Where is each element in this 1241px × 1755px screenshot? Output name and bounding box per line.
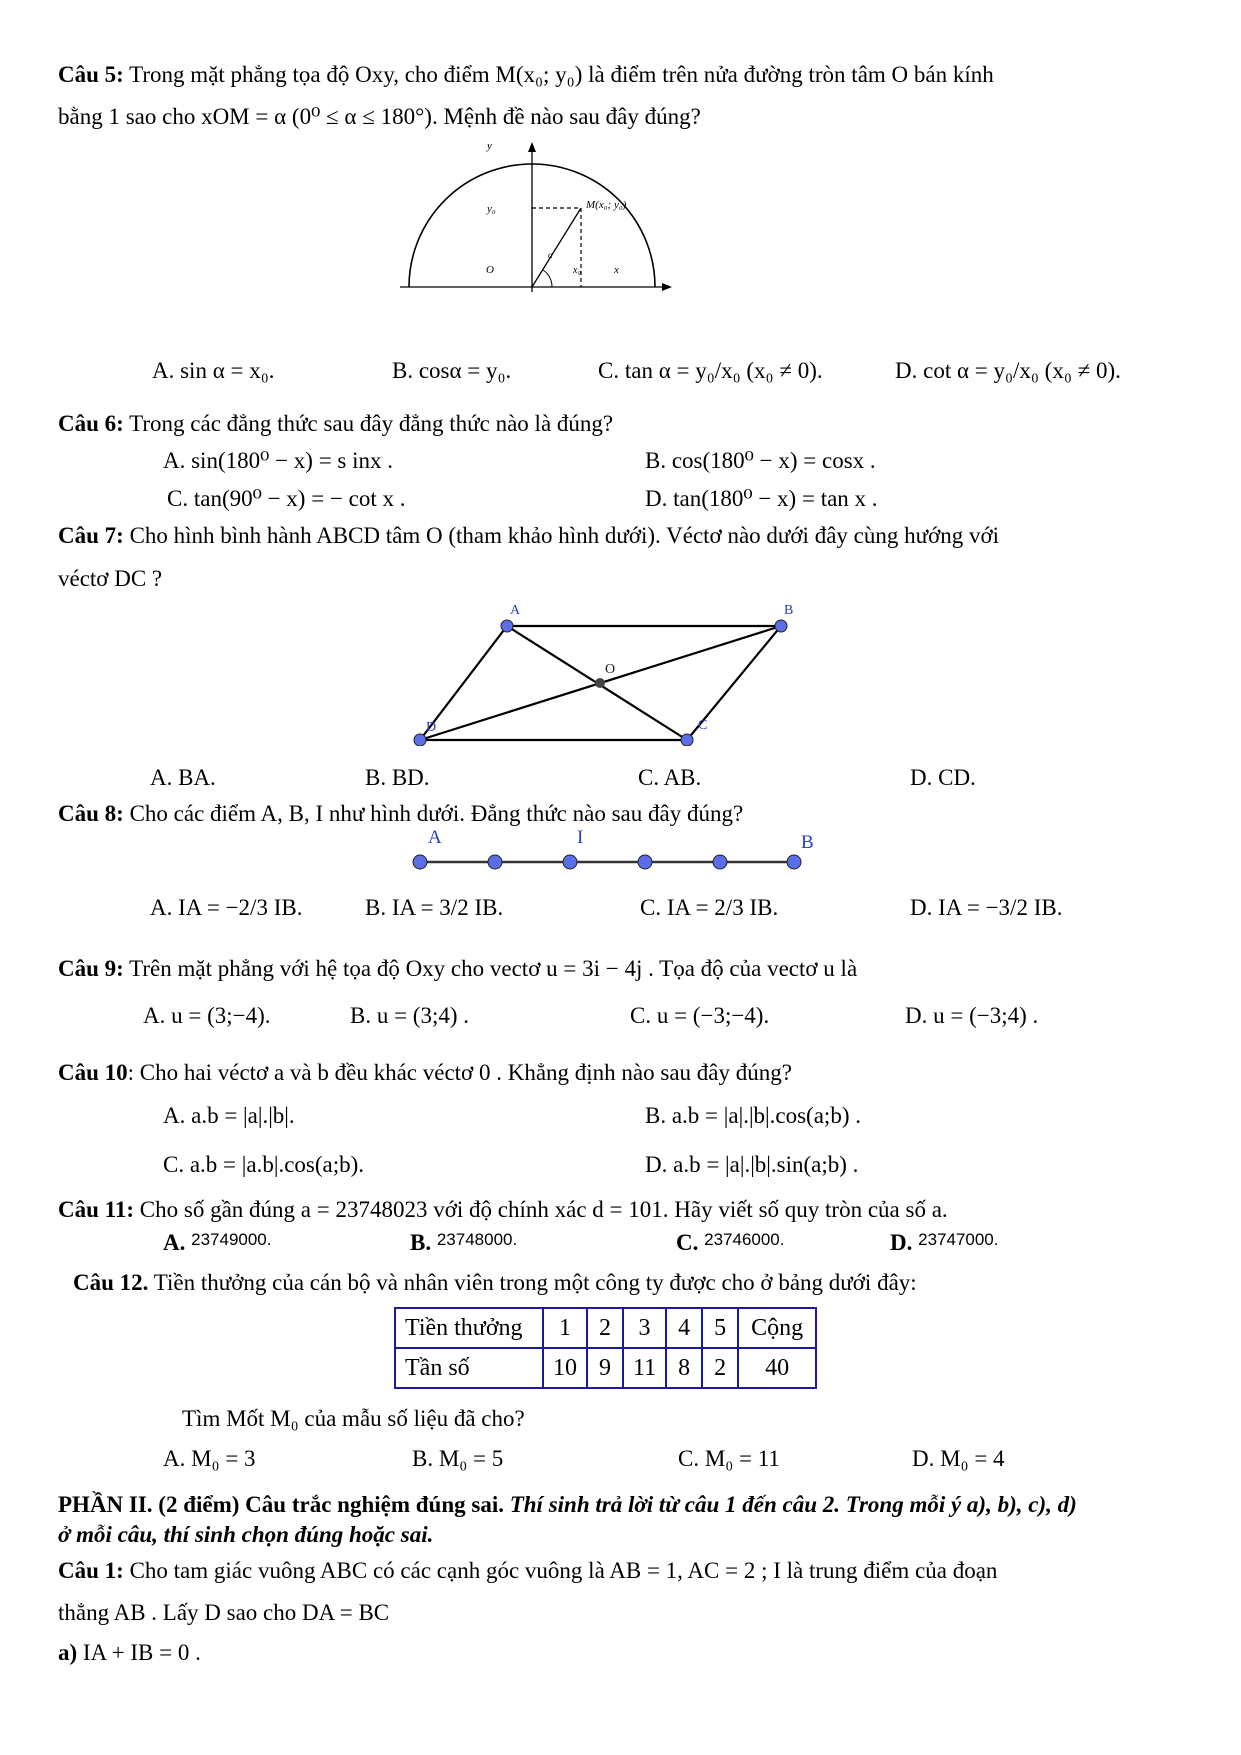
q5-text1: Trong mặt phẳng tọa độ Oxy, cho điểm M(x₀; y₀) là điểm trên nửa đường tròn tâm O bán kính: [129, 62, 994, 87]
part2-instruction1: Thí sinh trả lời từ câu 1 đến câu 2. Trong mỗi ý a), b), c), d): [509, 1492, 1077, 1517]
q7-label-a: A: [510, 603, 521, 618]
table-cell: 5: [702, 1308, 738, 1348]
table-cell: Tiền thưởng: [395, 1308, 543, 1348]
q7-line1: [58, 523, 999, 549]
q12-ask: Tìm Mốt M₀ của mẫu số liệu đã cho?: [182, 1406, 525, 1431]
q7-label-d: D: [426, 720, 437, 735]
q11-option-c[interactable]: [676, 1230, 785, 1256]
q7-option-b[interactable]: B. BD.: [365, 765, 430, 790]
q11-label: Câu 11:: [58, 1197, 135, 1222]
table-cell: 8: [666, 1348, 702, 1388]
q5-y-label: y: [487, 140, 492, 152]
q7-text1: Cho hình bình hành ABCD tâm O (tham khảo hình dưới). Véctơ nào dưới đây cùng hướng với: [129, 523, 1000, 548]
q7-option-a[interactable]: A. BA.: [150, 765, 216, 790]
q8-option-b[interactable]: B. IA = 3/2 IB.: [365, 895, 504, 920]
q11-option-c-value: 23746000.: [704, 1230, 785, 1249]
q7-label-c: C: [698, 718, 708, 733]
table-cell: 10: [543, 1348, 587, 1388]
p2q1-text2: thẳng AB . Lấy D sao cho DA = BC: [58, 1600, 390, 1625]
q11-option-d[interactable]: [890, 1230, 999, 1256]
q10-label: Câu 10: [58, 1060, 128, 1085]
table-cell: 2: [702, 1348, 738, 1388]
q5-m-label: M(x₀; y₀): [586, 199, 627, 211]
table-row: [395, 1308, 816, 1348]
q9-option-b[interactable]: B. u = (3;4) .: [350, 1003, 470, 1028]
q7-label-o: O: [605, 662, 616, 677]
p2q1-text1: Cho tam giác vuông ABC có các cạnh góc vuông là AB = 1, AC = 2 ; I là trung điểm của đoạn: [129, 1558, 998, 1583]
q8-line: [58, 801, 743, 827]
q11-option-d-value: 23747000.: [918, 1230, 999, 1249]
q6-option-d[interactable]: D. tan(180⁰ − x) = tan x .: [645, 486, 878, 511]
q12-text: Tiền thưởng của cán bộ và nhân viên trong một công ty được cho ở bảng dưới đây:: [153, 1270, 917, 1295]
q11-option-a-value: 23749000.: [191, 1230, 272, 1249]
q12-option-a[interactable]: A. M₀ = 3: [163, 1446, 256, 1471]
q8-label-i: I: [577, 827, 584, 848]
q11-option-d-letter: D.: [890, 1230, 913, 1255]
q10-option-a[interactable]: A. a.b = |a|.|b|.: [163, 1103, 295, 1128]
q10-option-b[interactable]: B. a.b = |a|.|b|.cos(a;b) .: [645, 1103, 861, 1128]
q5-option-d[interactable]: D. cot α = y₀/x₀ (x₀ ≠ 0).: [895, 358, 1121, 383]
q5-text2: bằng 1 sao cho xOM = α (0⁰ ≤ α ≤ 180°). Mệnh đề nào sau đây đúng?: [58, 104, 701, 129]
q12-frequency-table: [394, 1307, 817, 1389]
q8-option-d[interactable]: D. IA = −3/2 IB.: [910, 895, 1063, 920]
table-cell: 4: [666, 1308, 702, 1348]
q5-label: Câu 5:: [58, 62, 124, 87]
q5-alpha-label: α: [548, 250, 553, 260]
q7-parallelogram-figure: [400, 596, 820, 746]
q6-option-a[interactable]: A. sin(180⁰ − x) = s inx .: [163, 448, 394, 473]
table-cell: Tần số: [395, 1348, 543, 1388]
p2q1-a-text: IA + IB = 0 .: [82, 1640, 201, 1665]
table-cell: 9: [587, 1348, 623, 1388]
q5-y0-label: y₀: [487, 203, 496, 215]
p2q1-line1: [58, 1558, 997, 1584]
q9-text: Trên mặt phẳng với hệ tọa độ Oxy cho vectơ u = 3i − 4j . Tọa độ của vectơ u là: [129, 956, 858, 981]
q5-x0-label: x₀: [573, 265, 581, 276]
p2q1-label: Câu 1:: [58, 1558, 124, 1583]
q8-text: Cho các điểm A, B, I như hình dưới. Đẳng thức nào sau đây đúng?: [129, 801, 744, 826]
table-cell: 11: [623, 1348, 666, 1388]
table-cell: 2: [587, 1308, 623, 1348]
q9-option-a[interactable]: A. u = (3;−4).: [143, 1003, 271, 1028]
q5-line1: [58, 62, 994, 88]
q6-option-c[interactable]: C. tan(90⁰ − x) = − cot x .: [167, 486, 406, 511]
q9-option-c[interactable]: C. u = (−3;−4).: [630, 1003, 770, 1028]
q6-line: [58, 411, 613, 437]
table-cell: 3: [623, 1308, 666, 1348]
q8-segment-figure: [400, 826, 820, 874]
q10-text: : Cho hai véctơ a và b đều khác véctơ 0 . Khẳng định nào sau đây đúng?: [127, 1060, 792, 1085]
table-cell: 40: [738, 1348, 816, 1388]
q11-option-b[interactable]: [410, 1230, 517, 1256]
q11-option-a-letter: A.: [163, 1230, 186, 1255]
q5-option-b[interactable]: B. cosα = y₀.: [392, 358, 512, 383]
q8-option-c[interactable]: C. IA = 2/3 IB.: [640, 895, 779, 920]
q7-label: Câu 7:: [58, 523, 124, 548]
q11-option-c-letter: C.: [676, 1230, 699, 1255]
q5-semicircle-figure: [380, 140, 680, 320]
q6-option-b[interactable]: B. cos(180⁰ − x) = cosx .: [645, 448, 876, 473]
q8-label-a: A: [428, 827, 442, 848]
q11-option-b-letter: B.: [410, 1230, 432, 1255]
q9-line: [58, 956, 857, 982]
q8-label: Câu 8:: [58, 801, 124, 826]
q10-option-c[interactable]: C. a.b = |a.b|.cos(a;b).: [163, 1152, 365, 1177]
q8-option-a[interactable]: A. IA = −2/3 IB.: [150, 895, 303, 920]
part2-instruction2: ở mỗi câu, thí sinh chọn đúng hoặc sai.: [58, 1522, 434, 1547]
q12-option-c[interactable]: C. M₀ = 11: [678, 1446, 780, 1471]
q6-label: Câu 6:: [58, 411, 124, 436]
q11-option-a[interactable]: [163, 1230, 272, 1256]
table-cell: 1: [543, 1308, 587, 1348]
q5-option-a[interactable]: A. sin α = x₀.: [152, 358, 275, 383]
q9-option-d[interactable]: D. u = (−3;4) .: [905, 1003, 1039, 1028]
q7-label-b: B: [784, 603, 794, 618]
q9-label: Câu 9:: [58, 956, 124, 981]
table-row: [395, 1348, 816, 1388]
q11-text: Cho số gần đúng a = 23748023 với độ chính xác d = 101. Hãy viết số quy tròn của số a.: [139, 1197, 948, 1222]
q5-option-c[interactable]: C. tan α = y₀/x₀ (x₀ ≠ 0).: [598, 358, 823, 383]
q8-label-b: B: [801, 832, 814, 853]
q11-line: [58, 1197, 948, 1223]
q11-option-b-value: 23748000.: [436, 1230, 518, 1249]
q12-line: [73, 1270, 917, 1296]
table-cell: Cộng: [738, 1308, 816, 1348]
q12-option-d[interactable]: D. M₀ = 4: [912, 1446, 1005, 1471]
q7-option-d[interactable]: D. CD.: [910, 765, 976, 790]
q7-text2: véctơ DC ?: [58, 566, 163, 591]
part2-heading: PHẦN II. (2 điểm) Câu trắc nghiệm đúng sai.: [58, 1492, 504, 1517]
q12-option-b[interactable]: B. M₀ = 5: [412, 1446, 504, 1471]
p2q1-a-label: a): [58, 1640, 78, 1665]
q5-x-label: x: [614, 264, 619, 276]
q5-o-label: O: [486, 264, 494, 276]
q6-text: Trong các đẳng thức sau đây đẳng thức nào là đúng?: [129, 411, 614, 436]
q10-line: [58, 1060, 792, 1086]
q10-option-d[interactable]: D. a.b = |a|.|b|.sin(a;b) .: [645, 1152, 859, 1177]
q7-option-c[interactable]: C. AB.: [638, 765, 702, 790]
p2q1-item-a[interactable]: [58, 1640, 201, 1666]
q12-label: Câu 12.: [73, 1270, 149, 1295]
part2-heading-line: [58, 1492, 1077, 1518]
